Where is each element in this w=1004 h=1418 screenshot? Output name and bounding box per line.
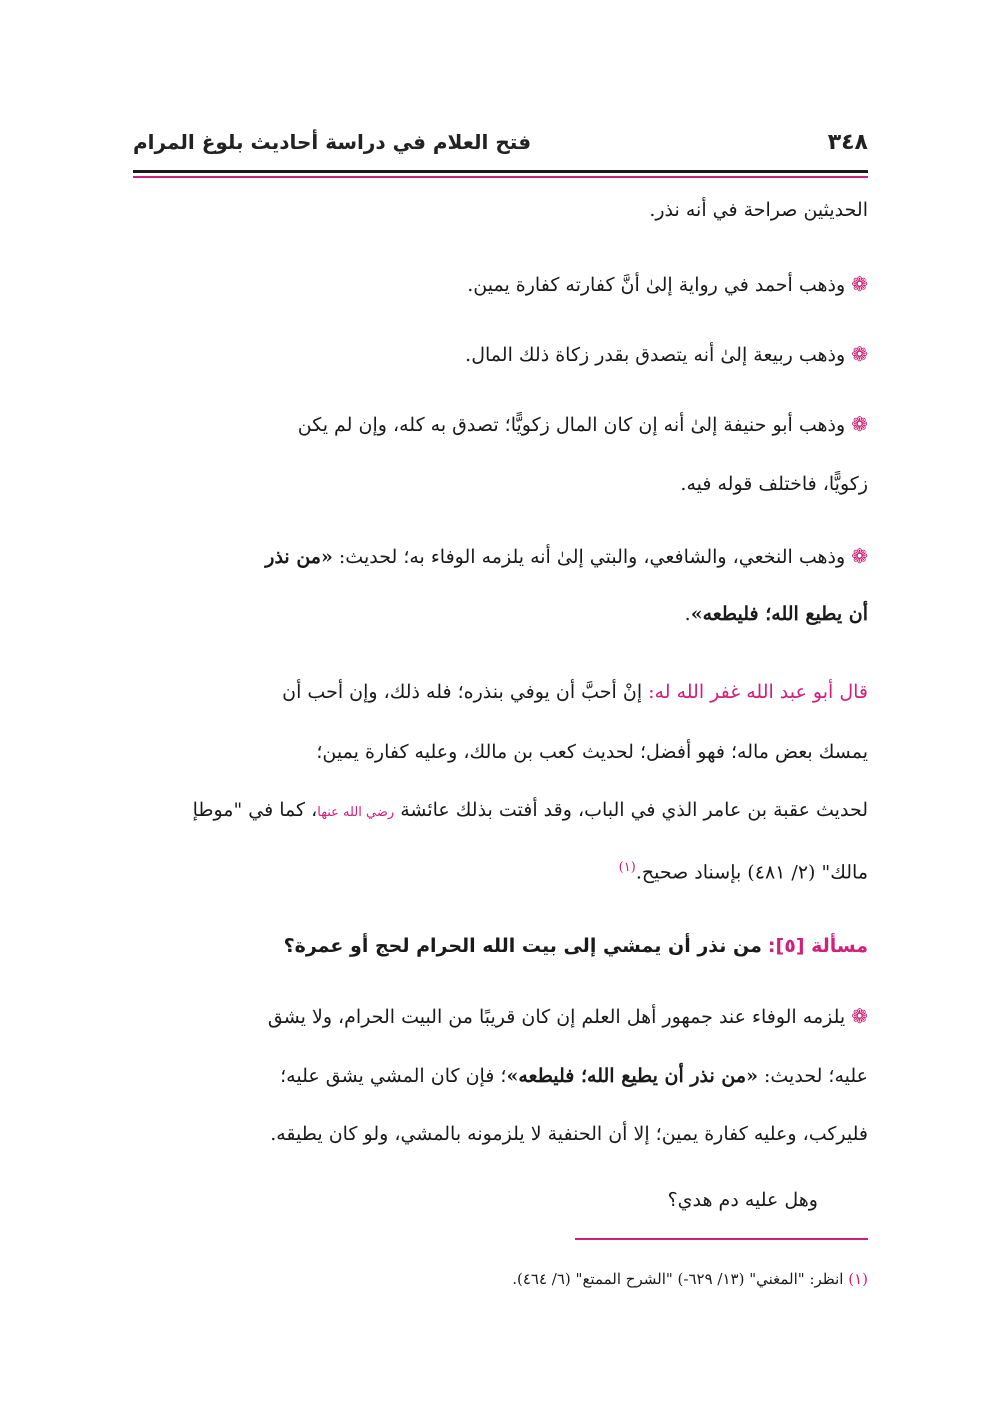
bullet-text: فليركب، وعليه كفارة يمين؛ إلا أن الحنفية لا يلزمونه بالمشي، ولو كان يطيقه. [270,1123,868,1145]
page-header [133,130,868,166]
bullet-text: وذهب ربيعة إلىٰ أنه يتصدق بقدر زكاة ذلك المال. [465,344,846,366]
bullet-majority [133,1002,868,1031]
author-paragraph-line3 [133,796,868,827]
author-paragraph-line4 [133,854,868,886]
header-rule-black [133,170,868,173]
footnote-separator [575,1238,868,1240]
bullet-majority-line2 [133,1062,868,1090]
paragraph-text: ، كما في [248,799,318,821]
paragraph-continuation [133,196,868,224]
author-paragraph-line2 [133,738,868,766]
footnote-text: انظر: "المغني" (١٣/ ٦٢٩-) "الشرح الممتع" (٦/ ٤٦٤). [512,1270,844,1288]
bullet-text: وذهب أبو حنيفة إلىٰ أنه إن كان المال زكويًّا؛ تصدق به كله، وإن لم يكن [297,414,846,436]
honorific-mark: رضي الله عنها [317,805,395,820]
author-label: قال أبو عبد الله غفر الله له: [648,681,868,703]
period: . [684,603,691,625]
issue-heading [133,932,868,960]
bullet-majority-line3 [133,1120,868,1148]
flower-bullet-icon: ❁ [851,544,868,568]
flower-bullet-icon: ❁ [851,1004,868,1028]
paragraph-text: لحديث عقبة بن عامر الذي في الباب، وقد أفتت بذلك عائشة [400,799,868,821]
bullet-nakhai-cont [133,600,868,628]
continuation-text: الحديثين صراحة في أنه نذر. [649,199,868,221]
bullet-abu-hanifa [133,410,868,439]
footnote-ref[interactable]: (١) [618,860,636,875]
paragraph-text: مالك" (٢/ ٤٨١) بإسناد صحيح. [635,861,868,884]
paragraph-text: يمسك بعض ماله؛ فهو أفضل؛ لحديث كعب بن مالك، وعليه كفارة يمين؛ [316,741,868,763]
bullet-ahmad [133,270,868,299]
bullet-text: عليه؛ لحديث: [764,1065,868,1087]
bullet-text: يلزمه الوفاء عند جمهور أهل العلم إن كان قريبًا من البيت الحرام، ولا يشق [267,1006,846,1028]
paragraph-text: إنْ أحبَّ أن يوفي بنذره؛ فله ذلك، وإن أحب أن [282,681,643,703]
issue-label: مسألة [٥]: [767,935,868,957]
bullet-abu-hanifa-cont [133,470,868,498]
source-title: "موطإ [192,799,243,821]
bullet-text: زكويًّا، فاختلف قوله فيه. [680,473,868,495]
flower-bullet-icon: ❁ [851,272,868,296]
hadith-quote: أن يطيع الله؛ فليطعه» [690,603,868,625]
flower-bullet-icon: ❁ [851,412,868,436]
hadith-quote: «من نذر [265,546,333,568]
bullet-text: وذهب النخعي، والشافعي، والبتي إلىٰ أنه يلزمه الوفاء به؛ لحديث: [338,546,846,568]
page-number: ٣٤٨ [827,130,868,155]
footnote [133,1268,868,1290]
bullet-text: ؛ فإن كان المشي يشق عليه؛ [280,1065,507,1087]
running-title: فتح العلام في دراسة أحاديث بلوغ المرام [133,130,532,154]
hadith-quote: «من نذر أن يطيع الله؛ فليطعه» [506,1065,758,1087]
question-text: وهل عليه دم هدي؟ [667,1189,818,1211]
issue-title: من نذر أن يمشي إلى بيت الله الحرام لحج أو عمرة؟ [283,935,762,957]
bullet-text: وذهب أحمد في رواية إلىٰ أنَّ كفارته كفارة يمين. [467,274,846,296]
bullet-rabia [133,340,868,369]
question-line [133,1186,868,1214]
flower-bullet-icon: ❁ [851,342,868,366]
author-paragraph [133,678,868,706]
footnote-number: (١) [848,1270,868,1288]
bullet-nakhai [133,542,868,571]
header-rule-pink [133,176,868,178]
